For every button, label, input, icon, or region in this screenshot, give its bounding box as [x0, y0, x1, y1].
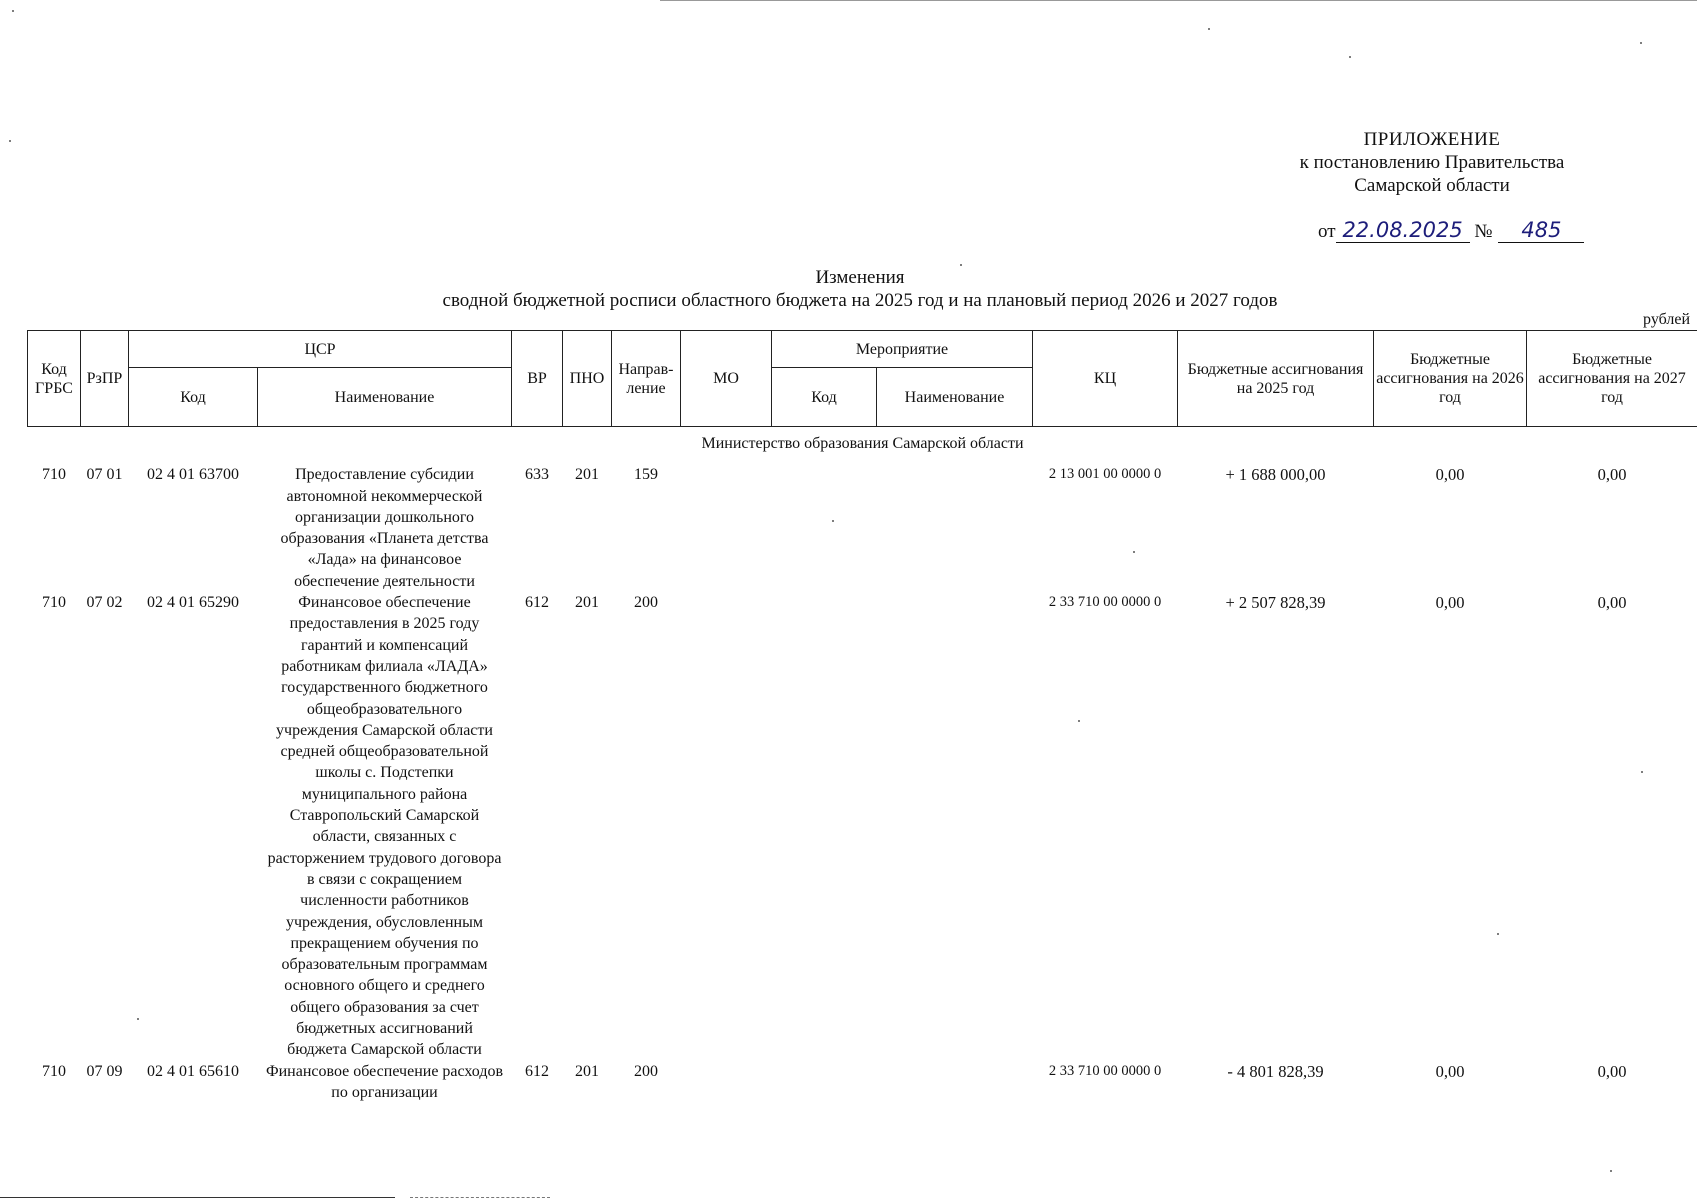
table-row — [28, 464, 1697, 592]
scan-speck — [1497, 933, 1499, 935]
cell-csr-code: 02 4 01 63700 — [147, 466, 239, 484]
appendix-line-2: Самарской области — [1354, 175, 1510, 196]
cell-pno: 201 — [575, 594, 599, 612]
header-grbs: Код ГРБС — [28, 331, 81, 427]
scan-speck — [832, 520, 834, 522]
cell-event-code — [772, 592, 877, 1061]
cell-pno: 201 — [575, 1062, 599, 1080]
header-budget-2026: Бюджетные ассигнования на 2026 год — [1374, 331, 1527, 427]
cell-mo — [681, 592, 772, 1061]
appendix-line-1: к постановлению Правительства — [1299, 152, 1565, 173]
header-event-name: Наименование — [877, 368, 1033, 427]
header-event: Мероприятие — [772, 331, 1033, 368]
header-csr-code: Код — [129, 368, 258, 427]
budget-changes-table — [27, 330, 1697, 1103]
cell-budget-2025: - 4 801 828,39 — [1227, 1061, 1324, 1081]
cell-budget-2027: 0,00 — [1597, 593, 1627, 613]
cell-mo — [681, 464, 772, 592]
cell-csr-name: Предоставление субсидии автономной некоммерческой организации дошкольного образования «Планета детства «Лада» на финансовое обеспечение деятельности — [280, 466, 489, 590]
cell-pno: 201 — [575, 466, 599, 484]
cell-rzpr: 07 01 — [86, 466, 123, 484]
header-kc: КЦ — [1033, 331, 1178, 427]
header-csr: ЦСР — [129, 331, 512, 368]
header-vr: ВР — [512, 331, 563, 427]
scan-bottom-dashed-line — [410, 1197, 550, 1198]
header-mo: МО — [681, 331, 772, 427]
cell-budget-2027: 0,00 — [1597, 465, 1627, 485]
cell-event-code — [772, 464, 877, 592]
scan-speck — [1078, 720, 1080, 722]
document-heading — [0, 266, 1697, 312]
document-subtitle: сводной бюджетной росписи областного бюджета на 2025 год и на плановый период 2026 и 2027 годов — [442, 290, 1278, 311]
scan-bottom-line — [0, 1197, 395, 1198]
cell-grbs: 710 — [42, 466, 66, 484]
cell-direction: 200 — [634, 1062, 658, 1080]
scan-speck — [1640, 42, 1642, 44]
scan-top-edge-line — [660, 0, 1697, 1]
cell-csr-code: 02 4 01 65290 — [147, 594, 239, 612]
cell-csr-code: 02 4 01 65610 — [147, 1062, 239, 1080]
cell-vr: 633 — [525, 466, 549, 484]
appendix-title: ПРИЛОЖЕНИЕ — [1363, 129, 1501, 150]
section-title: Министерство образования Самарской области — [701, 435, 1024, 452]
table-row — [28, 1061, 1697, 1104]
header-direction: Направ-ление — [612, 331, 681, 427]
header-csr-name: Наименование — [258, 368, 512, 427]
scan-speck — [960, 264, 962, 266]
cell-kc: 2 13 001 00 0000 0 — [1048, 466, 1162, 483]
scan-speck — [9, 140, 11, 142]
cell-budget-2025: + 2 507 828,39 — [1225, 593, 1326, 613]
cell-grbs: 710 — [42, 1062, 66, 1080]
scan-speck — [1133, 551, 1135, 553]
cell-budget-2026: 0,00 — [1435, 593, 1465, 613]
cell-grbs: 710 — [42, 594, 66, 612]
cell-budget-2027: 0,00 — [1597, 1061, 1627, 1081]
handwritten-date: 22.08.2025 — [1336, 218, 1470, 243]
cell-vr: 612 — [525, 594, 549, 612]
date-prefix: от — [1318, 221, 1336, 242]
section-row — [28, 427, 1697, 465]
scan-speck — [1641, 771, 1643, 773]
cell-budget-2026: 0,00 — [1435, 465, 1465, 485]
scan-speck — [1610, 1170, 1612, 1172]
scan-speck — [1208, 28, 1210, 30]
cell-mo — [681, 1061, 772, 1104]
cell-rzpr: 07 09 — [86, 1062, 123, 1080]
cell-vr: 612 — [525, 1062, 549, 1080]
cell-event-name — [877, 464, 1033, 592]
resolution-dateline — [1318, 218, 1584, 243]
header-budget-2025: Бюджетные ассигнования на 2025 год — [1178, 331, 1374, 427]
cell-event-code — [772, 1061, 877, 1104]
scan-speck — [12, 10, 14, 12]
document-title: Изменения — [815, 267, 905, 288]
header-budget-2027: Бюджетные ассигнования на 2027 год — [1527, 331, 1697, 427]
header-rzpr: РзПР — [81, 331, 129, 427]
units-label: рублей — [1643, 311, 1690, 328]
cell-event-name — [877, 592, 1033, 1061]
handwritten-number: 485 — [1498, 218, 1584, 243]
cell-csr-name: Финансовое обеспечение расходов по организации — [265, 1062, 504, 1101]
number-prefix: № — [1474, 221, 1493, 242]
cell-kc: 2 33 710 00 0000 0 — [1048, 594, 1162, 611]
cell-event-name — [877, 1061, 1033, 1104]
appendix-block — [1272, 128, 1592, 197]
table-header-row — [28, 331, 1697, 368]
header-pno: ПНО — [563, 331, 612, 427]
cell-direction: 159 — [634, 466, 658, 484]
header-event-code: Код — [772, 368, 877, 427]
cell-budget-2026: 0,00 — [1435, 1061, 1465, 1081]
cell-kc: 2 33 710 00 0000 0 — [1048, 1062, 1162, 1079]
cell-rzpr: 07 02 — [86, 594, 123, 612]
cell-budget-2025: + 1 688 000,00 — [1225, 465, 1326, 485]
scan-speck — [137, 1018, 139, 1020]
cell-direction: 200 — [634, 594, 658, 612]
table-row — [28, 592, 1697, 1061]
scan-speck — [1349, 56, 1351, 58]
cell-csr-name: Финансовое обеспечение предоставления в 2025 году гарантий и компенсаций работникам филиала «ЛАДА» государственного бюджетного общеобразовательного учреждения Самарской области средней общеобразовательной школы с. Подстепки муниципального района Ставропольский Самарской области, связанных с расторжением трудового договора в связи с сокращением численности работников учреждения, обусловленным прекращением обучения по образовательным программам основного общего и среднего общего образования за счет бюджетных ассигнований бюджета Самарской области — [267, 594, 502, 1059]
